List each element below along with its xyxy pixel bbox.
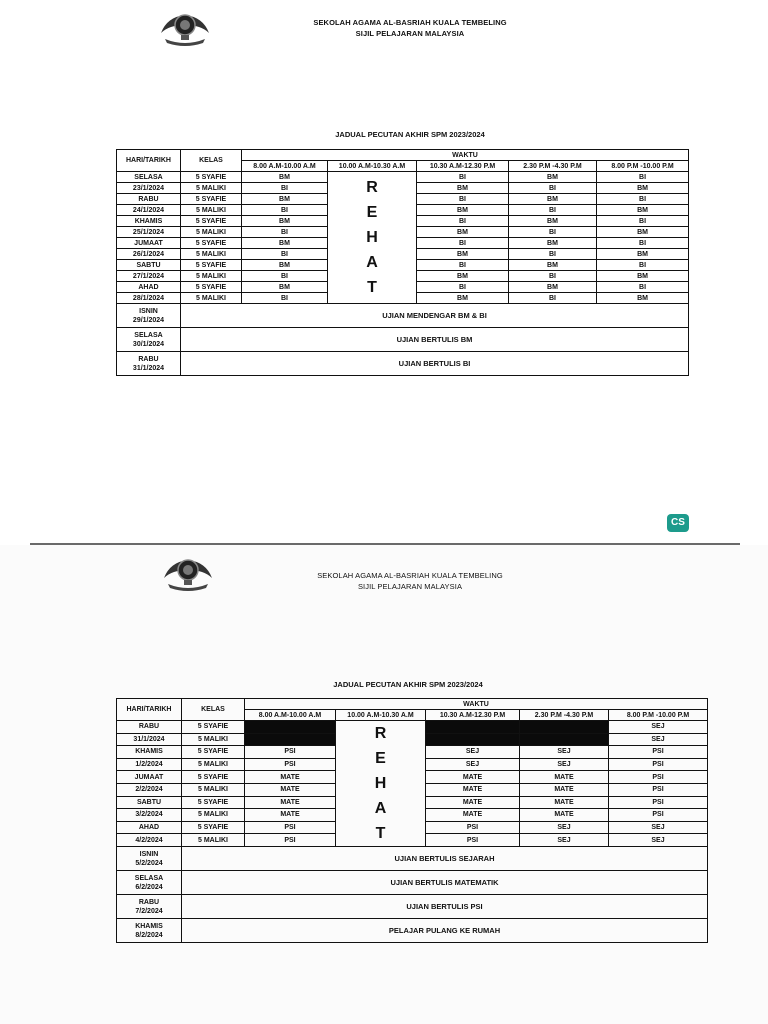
exam-row — [117, 895, 708, 919]
slot3-cell: BI — [417, 260, 509, 271]
day-date: 31/1/2024 — [132, 364, 165, 372]
slot4-cell — [520, 721, 609, 734]
day-date-cell — [117, 260, 181, 271]
day-date: 8/2/2024 — [135, 931, 163, 939]
day-date: 27/1/2024 — [132, 272, 165, 280]
slot1-cell: PSI — [245, 746, 336, 759]
day-name: JUMAAT — [134, 239, 163, 247]
slot4-cell: BM — [509, 238, 597, 249]
slot4-cell: SEJ — [520, 834, 609, 847]
slot5-cell: BI — [597, 172, 689, 183]
day-date-cell — [117, 809, 182, 822]
slot5-cell: BI — [597, 194, 689, 205]
header-slot1: 8.00 A.M-10.00 A.M — [242, 161, 328, 172]
day-date-cell — [117, 871, 182, 895]
schedule-table-1 — [116, 149, 689, 376]
day-date-cell — [117, 783, 182, 796]
day-date-cell — [117, 352, 181, 376]
slot4-cell: MATE — [520, 809, 609, 822]
kelas-cell: 5 MALIKI — [181, 183, 242, 194]
exam-description: UJIAN BERTULIS MATEMATIK — [182, 871, 708, 895]
slot5-cell: SEJ — [609, 733, 708, 746]
slot4-cell — [520, 733, 609, 746]
slot1-cell: PSI — [245, 821, 336, 834]
header-slot2: 10.00 A.M-10.30 A.M — [328, 161, 417, 172]
kelas-cell: 5 SYAFIE — [181, 194, 242, 205]
slot5-cell: PSI — [609, 783, 708, 796]
day-name: RABU — [138, 355, 159, 363]
day-date-cell — [117, 249, 181, 260]
slot5-cell: BM — [597, 293, 689, 304]
kelas-cell: 5 SYAFIE — [182, 746, 245, 759]
exam-description: PELAJAR PULANG KE RUMAH — [182, 919, 708, 943]
day-name: KHAMIS — [134, 217, 163, 225]
rehat-column — [336, 721, 426, 847]
slot5-cell: BM — [597, 271, 689, 282]
exam-row — [117, 871, 708, 895]
slot1-cell: BM — [242, 238, 328, 249]
slot1-cell: BI — [242, 249, 328, 260]
kelas-cell: 5 SYAFIE — [182, 821, 245, 834]
slot4-cell: BI — [509, 271, 597, 282]
kelas-cell: 5 MALIKI — [181, 293, 242, 304]
slot1-cell: PSI — [245, 834, 336, 847]
rehat-letter: E — [366, 204, 378, 221]
header-kelas: KELAS — [181, 150, 242, 172]
day-name: JUMAAT — [134, 773, 164, 781]
day-date-cell — [117, 733, 182, 746]
slot5-cell: SEJ — [609, 834, 708, 847]
day-date-cell — [117, 194, 181, 205]
kelas-cell: 5 SYAFIE — [182, 721, 245, 734]
slot1-cell: BM — [242, 282, 328, 293]
slot4-cell: SEJ — [520, 746, 609, 759]
day-date: 29/1/2024 — [132, 316, 165, 324]
exam-row — [117, 304, 689, 328]
day-date: 25/1/2024 — [132, 228, 165, 236]
slot4-cell: BI — [509, 293, 597, 304]
header-waktu: WAKTU — [242, 150, 689, 161]
school-name: SEKOLAH AGAMA AL-BASRIAH KUALA TEMBELING — [313, 18, 507, 27]
slot4-cell: MATE — [520, 796, 609, 809]
day-name: ISNIN — [139, 850, 159, 858]
header-slot3: 10.30 A.M-12.30 P.M — [426, 710, 520, 721]
slot1-cell: BM — [242, 216, 328, 227]
slot1-cell: PSI — [245, 758, 336, 771]
day-date-cell — [117, 847, 182, 871]
day-date: 6/2/2024 — [135, 883, 163, 891]
slot5-cell: PSI — [609, 771, 708, 784]
table-row — [117, 721, 708, 734]
slot1-cell: BI — [242, 293, 328, 304]
day-date: 28/1/2024 — [132, 294, 165, 302]
slot5-cell: PSI — [609, 796, 708, 809]
slot3-cell: BI — [417, 238, 509, 249]
day-date-cell — [117, 238, 181, 249]
slot3-cell: SEJ — [426, 758, 520, 771]
day-name: KHAMIS — [135, 922, 163, 930]
day-date: 2/2/2024 — [135, 786, 163, 794]
rehat-column — [328, 172, 417, 304]
kelas-cell: 5 MALIKI — [181, 271, 242, 282]
schedule-title: JADUAL PECUTAN AKHIR SPM 2023/2024 — [335, 130, 485, 139]
table-row — [117, 172, 689, 183]
slot3-cell: SEJ — [426, 746, 520, 759]
school-subtitle: SIJIL PELAJARAN MALAYSIA — [355, 29, 465, 38]
schedule-title: JADUAL PECUTAN AKHIR SPM 2023/2024 — [333, 680, 483, 689]
slot3-cell: BM — [417, 293, 509, 304]
slot1-cell: MATE — [245, 809, 336, 822]
rehat-letter: A — [374, 800, 387, 817]
slot5-cell: PSI — [609, 758, 708, 771]
slot4-cell: BM — [509, 172, 597, 183]
day-name: SELASA — [134, 874, 164, 882]
slot4-cell: BM — [509, 260, 597, 271]
slot3-cell: BM — [417, 183, 509, 194]
slot1-cell: BI — [242, 271, 328, 282]
day-date: 7/2/2024 — [135, 907, 163, 915]
slot3-cell: PSI — [426, 834, 520, 847]
kelas-cell: 5 SYAFIE — [182, 796, 245, 809]
day-name: RABU — [138, 195, 159, 203]
slot1-cell: BM — [242, 172, 328, 183]
kelas-cell: 5 MALIKI — [182, 783, 245, 796]
school-crest-icon — [157, 3, 213, 49]
slot5-cell: BI — [597, 282, 689, 293]
kelas-cell: 5 MALIKI — [182, 733, 245, 746]
rehat-letter: H — [366, 229, 378, 246]
day-date-cell — [117, 758, 182, 771]
header-slot5: 8.00 P.M -10.00 P.M — [597, 161, 689, 172]
slot5-cell: BM — [597, 227, 689, 238]
day-date-cell — [117, 227, 181, 238]
slot1-cell: MATE — [245, 771, 336, 784]
exam-row — [117, 919, 708, 943]
day-name: AHAD — [138, 824, 160, 832]
day-date: 24/1/2024 — [132, 206, 165, 214]
camscanner-badge: CS — [667, 514, 689, 532]
slot3-cell: MATE — [426, 796, 520, 809]
exam-description: UJIAN BERTULIS BM — [181, 328, 689, 352]
exam-description: UJIAN BERTULIS BI — [181, 352, 689, 376]
school-header — [250, 570, 570, 592]
day-date: 26/1/2024 — [132, 250, 165, 258]
slot5-cell: SEJ — [609, 721, 708, 734]
exam-description: UJIAN MENDENGAR BM & BI — [181, 304, 689, 328]
kelas-cell: 5 SYAFIE — [181, 282, 242, 293]
rehat-letter: R — [366, 179, 378, 196]
header-kelas: KELAS — [182, 699, 245, 721]
day-name: SELASA — [134, 173, 163, 181]
slot5-cell: PSI — [609, 809, 708, 822]
schedule-table-2 — [116, 698, 708, 943]
day-name: SELASA — [134, 331, 163, 339]
header-slot3: 10.30 A.M-12.30 P.M — [417, 161, 509, 172]
slot4-cell: MATE — [520, 771, 609, 784]
header-slot5: 8.00 P.M -10.00 P.M — [609, 710, 708, 721]
rehat-letter: E — [375, 750, 386, 767]
day-date-cell — [117, 796, 182, 809]
slot1-cell: MATE — [245, 796, 336, 809]
header-slot4: 2.30 P.M -4.30 P.M — [509, 161, 597, 172]
day-date-cell — [117, 834, 182, 847]
slot3-cell: BM — [417, 249, 509, 260]
kelas-cell: 5 MALIKI — [182, 809, 245, 822]
header-hari-tarikh: HARI/TARIKH — [117, 150, 181, 172]
day-date: 31/1/2024 — [133, 735, 165, 743]
exam-row — [117, 352, 689, 376]
slot5-cell: BI — [597, 238, 689, 249]
slot4-cell: BI — [509, 227, 597, 238]
header-slot1: 8.00 A.M-10.00 A.M — [245, 710, 336, 721]
school-header — [250, 17, 570, 39]
slot4-cell: MATE — [520, 783, 609, 796]
day-date-cell — [117, 919, 182, 943]
slot5-cell: BM — [597, 183, 689, 194]
rehat-letter: A — [366, 254, 378, 271]
day-name: ISNIN — [139, 307, 158, 315]
day-name: RABU — [138, 723, 160, 731]
rehat-letter: T — [367, 279, 377, 296]
slot1-cell: MATE — [245, 783, 336, 796]
kelas-cell: 5 MALIKI — [182, 834, 245, 847]
day-date-cell — [117, 293, 181, 304]
kelas-cell: 5 SYAFIE — [181, 238, 242, 249]
day-date: 5/2/2024 — [135, 859, 163, 867]
slot4-cell: BI — [509, 249, 597, 260]
slot3-cell: BM — [417, 227, 509, 238]
kelas-cell: 5 SYAFIE — [181, 172, 242, 183]
header-hari-tarikh: HARI/TARIKH — [117, 699, 182, 721]
slot5-cell: BI — [597, 216, 689, 227]
slot1-cell — [245, 733, 336, 746]
slot3-cell: BI — [417, 216, 509, 227]
exam-description: UJIAN BERTULIS SEJARAH — [182, 847, 708, 871]
school-name: SEKOLAH AGAMA AL-BASRIAH KUALA TEMBELING — [317, 571, 503, 580]
day-date-cell — [117, 216, 181, 227]
day-name: AHAD — [138, 283, 159, 291]
day-date-cell — [117, 304, 181, 328]
day-date-cell — [117, 205, 181, 216]
day-date: 4/2/2024 — [135, 836, 163, 844]
school-crest-icon — [160, 548, 216, 594]
header-slot2: 10.00 A.M-10.30 A.M — [336, 710, 426, 721]
kelas-cell: 5 SYAFIE — [182, 771, 245, 784]
slot3-cell: BM — [417, 271, 509, 282]
day-date-cell — [117, 271, 181, 282]
document-page-2 — [0, 545, 768, 1024]
slot3-cell — [426, 733, 520, 746]
day-date-cell — [117, 282, 181, 293]
slot4-cell: BI — [509, 183, 597, 194]
slot3-cell: MATE — [426, 809, 520, 822]
day-date-cell — [117, 821, 182, 834]
slot3-cell: BM — [417, 205, 509, 216]
rehat-letter: H — [374, 775, 387, 792]
slot1-cell: BI — [242, 227, 328, 238]
slot3-cell: PSI — [426, 821, 520, 834]
kelas-cell: 5 MALIKI — [181, 249, 242, 260]
day-date: 1/2/2024 — [135, 761, 163, 769]
slot5-cell: BM — [597, 249, 689, 260]
day-name: RABU — [138, 898, 160, 906]
header-waktu: WAKTU — [245, 699, 708, 710]
kelas-cell: 5 MALIKI — [182, 758, 245, 771]
exam-row — [117, 328, 689, 352]
kelas-cell: 5 SYAFIE — [181, 216, 242, 227]
slot4-cell: BM — [509, 216, 597, 227]
day-name: KHAMIS — [135, 748, 163, 756]
slot3-cell: BI — [417, 194, 509, 205]
exam-description: UJIAN BERTULIS PSI — [182, 895, 708, 919]
slot4-cell: SEJ — [520, 758, 609, 771]
exam-row — [117, 847, 708, 871]
slot4-cell: BM — [509, 282, 597, 293]
slot3-cell: BI — [417, 282, 509, 293]
slot5-cell: PSI — [609, 746, 708, 759]
day-date-cell — [117, 328, 181, 352]
day-date-cell — [117, 721, 182, 734]
slot5-cell: BI — [597, 260, 689, 271]
day-date-cell — [117, 895, 182, 919]
school-subtitle: SIJIL PELAJARAN MALAYSIA — [357, 582, 463, 591]
day-name: SABTU — [136, 798, 162, 806]
day-date: 30/1/2024 — [132, 340, 165, 348]
slot1-cell: BM — [242, 194, 328, 205]
header-slot4: 2.30 P.M -4.30 P.M — [520, 710, 609, 721]
day-date: 3/2/2024 — [135, 811, 163, 819]
slot1-cell: BI — [242, 205, 328, 216]
day-date-cell — [117, 183, 181, 194]
slot1-cell — [245, 721, 336, 734]
slot4-cell: BI — [509, 205, 597, 216]
day-date-cell — [117, 746, 182, 759]
kelas-cell: 5 MALIKI — [181, 227, 242, 238]
slot3-cell: MATE — [426, 771, 520, 784]
slot5-cell: SEJ — [609, 821, 708, 834]
rehat-letter: R — [374, 725, 387, 742]
slot3-cell: BI — [417, 172, 509, 183]
day-date-cell — [117, 172, 181, 183]
day-date: 23/1/2024 — [132, 184, 165, 192]
slot3-cell: MATE — [426, 783, 520, 796]
kelas-cell: 5 MALIKI — [181, 205, 242, 216]
slot4-cell: SEJ — [520, 821, 609, 834]
rehat-letter: T — [375, 825, 386, 842]
slot4-cell: BM — [509, 194, 597, 205]
slot3-cell — [426, 721, 520, 734]
slot5-cell: BM — [597, 205, 689, 216]
slot1-cell: BM — [242, 260, 328, 271]
slot1-cell: BI — [242, 183, 328, 194]
kelas-cell: 5 SYAFIE — [181, 260, 242, 271]
day-date-cell — [117, 771, 182, 784]
day-name: SABTU — [136, 261, 161, 269]
